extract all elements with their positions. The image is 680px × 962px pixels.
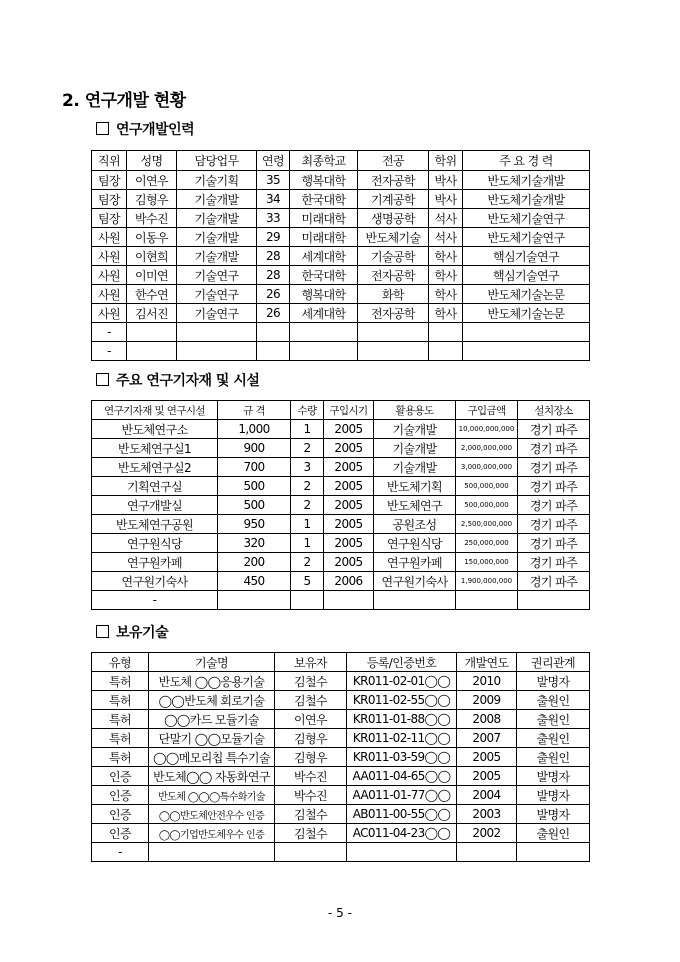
table-cell: 2009 [457,691,517,710]
table-cell: 세계대학 [290,247,358,266]
table-cell: 출원인 [517,691,590,710]
column-header: 권리관계 [517,653,590,672]
table-cell: 전자공학 [358,171,429,190]
table-cell: 기술연구 [177,304,257,323]
table-cell [358,342,429,361]
table-cell: 박사 [429,190,463,209]
table-cell: 이연우 [127,171,177,190]
table-cell: 2 [291,553,324,572]
table-cell: 전자공학 [358,304,429,323]
table-cell: 박수진 [275,767,347,786]
table-cell: 2005 [324,458,374,477]
table-cell: 1,000 [218,420,291,439]
table-cell: 연구원기숙사 [374,572,456,591]
table-row [92,805,590,824]
table-cell: AB011-00-55◯◯ [347,805,457,824]
table-cell: 기술개발 [374,420,456,439]
table-cell: 2005 [324,553,374,572]
table-row [92,672,590,691]
table-cell: ◯◯카드 모듈기술 [149,710,275,729]
table-row [92,553,590,572]
table-cell [463,323,590,342]
table-row [92,767,590,786]
table-cell: 연구개발실 [92,496,218,515]
table-cell: 인증 [92,786,149,805]
table-cell: 김형우 [127,190,177,209]
table-cell: 출원인 [517,729,590,748]
table-cell: 학사 [429,247,463,266]
table-cell: 미래대학 [290,209,358,228]
table-cell: 특허 [92,691,149,710]
column-header: 설치장소 [518,401,590,420]
checkbox-square-icon [96,122,109,135]
table-cell: 박수진 [275,786,347,805]
table-cell: 700 [218,458,291,477]
column-header: 주 요 경 력 [463,151,590,171]
table-cell: 2005 [457,767,517,786]
table-row [92,228,590,247]
technology-heading [96,622,168,642]
column-header: 직위 [92,151,127,171]
table-cell: 핵심기술연구 [463,247,590,266]
checkbox-square-icon [96,373,109,386]
table-cell [358,323,429,342]
table-cell: 김철수 [275,691,347,710]
table-cell: 320 [218,534,291,553]
table-cell: 사원 [92,304,127,323]
table-cell: 경기 파주 [518,515,590,534]
table-row [92,458,590,477]
column-header: 담당업무 [177,151,257,171]
table-cell: - [92,591,218,610]
table-cell [517,843,590,862]
table-cell: AA011-04-65◯◯ [347,767,457,786]
table-cell: 450 [218,572,291,591]
table-cell: KR011-02-55◯◯ [347,691,457,710]
table-cell: 김철수 [275,805,347,824]
table-cell: 행복대학 [290,171,358,190]
table-cell: 반도체연구소 [92,420,218,439]
table-cell: 35 [257,171,290,190]
table-row [92,209,590,228]
table-row [92,342,590,361]
table-cell: 반도체연구 [374,496,456,515]
table-cell: 박수진 [127,209,177,228]
table-cell: 학사 [429,266,463,285]
table-cell: 10,000,000,000 [456,420,518,439]
table-row [92,710,590,729]
table-cell [457,843,517,862]
table-cell [374,591,456,610]
table-cell: 2,000,000,000 [456,439,518,458]
table-row [92,824,590,843]
table-cell: 26 [257,304,290,323]
table-header-row [92,401,590,420]
table-cell: 연구원식당 [92,534,218,553]
table-cell: 기술기획 [177,171,257,190]
table-cell: 학사 [429,285,463,304]
table-cell: 출원인 [517,748,590,767]
table-cell: 기술연구 [177,266,257,285]
column-header: 보유자 [275,653,347,672]
table-cell: 2003 [457,805,517,824]
table-cell: 연구원카페 [92,553,218,572]
table-cell: KR011-02-11◯◯ [347,729,457,748]
table-cell: 2005 [324,477,374,496]
table-cell [324,591,374,610]
column-header: 기술명 [149,653,275,672]
table-cell: 이동우 [127,228,177,247]
table-cell: 기술개발 [374,439,456,458]
table-row [92,266,590,285]
table-cell: 950 [218,515,291,534]
table-cell: 반도체기술개발 [463,190,590,209]
table-cell: 김서진 [127,304,177,323]
table-cell: 발명자 [517,805,590,824]
table-cell: 기술개발 [374,458,456,477]
table-cell: 33 [257,209,290,228]
table-cell: 2005 [324,496,374,515]
table-row [92,591,590,610]
table-cell: 2004 [457,786,517,805]
table-cell: 2005 [324,515,374,534]
table-cell: 한국대학 [290,266,358,285]
table-row [92,247,590,266]
table-cell: 생명공학 [358,209,429,228]
table-cell: 기계공학 [358,190,429,209]
table-cell: 특허 [92,748,149,767]
table-cell: 500 [218,496,291,515]
table-cell [456,591,518,610]
page-number: - 5 - [328,906,352,920]
personnel-title: 연구개발인력 [116,122,195,138]
table-cell: 사원 [92,285,127,304]
table-cell [463,342,590,361]
column-header: 유형 [92,653,149,672]
column-header: 연령 [257,151,290,171]
table-cell: 28 [257,247,290,266]
table-cell: 2005 [324,534,374,553]
table-cell [177,342,257,361]
table-cell: 단말기 ◯◯모듈기술 [149,729,275,748]
table-cell: 인증 [92,767,149,786]
table-cell: - [92,323,127,342]
table-cell: 특허 [92,729,149,748]
table-row [92,323,590,342]
column-header: 개발연도 [457,653,517,672]
table-cell [127,323,177,342]
table-cell: 2007 [457,729,517,748]
table-cell: 연구원카페 [374,553,456,572]
table-cell: 150,000,000 [456,553,518,572]
table-cell: 2 [291,496,324,515]
table-cell: 2005 [324,420,374,439]
table-cell [218,591,291,610]
table-row [92,729,590,748]
table-row [92,515,590,534]
table-row [92,439,590,458]
equipment-heading [96,370,259,390]
table-cell: 세계대학 [290,304,358,323]
table-cell: 2002 [457,824,517,843]
table-cell: 경기 파주 [518,458,590,477]
table-cell: 특허 [92,672,149,691]
table-cell: 이미연 [127,266,177,285]
table-row [92,304,590,323]
table-cell: 발명자 [517,767,590,786]
table-cell: 반도체기획 [374,477,456,496]
table-cell: 반도체기술논문 [463,285,590,304]
table-cell [290,323,358,342]
table-cell: 3,000,000,000 [456,458,518,477]
table-cell [429,342,463,361]
table-cell: 기술개발 [177,190,257,209]
table-cell: 석사 [429,228,463,247]
table-cell [257,342,290,361]
table-cell: 미래대학 [290,228,358,247]
table-cell: 인증 [92,805,149,824]
table-cell: 반도체기술 [358,228,429,247]
column-header: 수량 [291,401,324,420]
table-cell: 2008 [457,710,517,729]
table-cell: 한국대학 [290,190,358,209]
table-cell: 기술연구 [177,285,257,304]
table-cell [347,843,457,862]
table-cell: 기술공학 [358,247,429,266]
table-cell: 김형우 [275,729,347,748]
table-cell: 반도체기술개발 [463,171,590,190]
table-cell: 28 [257,266,290,285]
table-row [92,285,590,304]
table-cell: 연구원기숙사 [92,572,218,591]
table-cell: 박사 [429,171,463,190]
table-cell: 김철수 [275,672,347,691]
table-cell: 전자공학 [358,266,429,285]
table-cell: 2 [291,439,324,458]
column-header: 학위 [429,151,463,171]
table-cell: 화학 [358,285,429,304]
table-cell: KR011-02-01◯◯ [347,672,457,691]
table-cell: 2005 [324,439,374,458]
table-cell: 500,000,000 [456,496,518,515]
table-cell: 기술개발 [177,247,257,266]
equipment-title: 주요 연구기자재 및 시설 [116,373,260,389]
table-cell: 경기 파주 [518,477,590,496]
column-header: 성명 [127,151,177,171]
table-row [92,786,590,805]
table-cell: 900 [218,439,291,458]
table-cell: 반도체◯◯ 자동화연구 [149,767,275,786]
table-cell [291,591,324,610]
table-cell: 기술개발 [177,209,257,228]
table-cell: 2006 [324,572,374,591]
table-cell [429,323,463,342]
table-cell: 반도체기술연구 [463,228,590,247]
table-cell [177,323,257,342]
column-header: 활용용도 [374,401,456,420]
table-cell: 출원인 [517,824,590,843]
column-header: 연구기자재 및 연구시설 [92,401,218,420]
table-cell: 경기 파주 [518,534,590,553]
table-cell: 반도체기술논문 [463,304,590,323]
table-row [92,691,590,710]
table-cell: AA011-01-77◯◯ [347,786,457,805]
table-cell [149,843,275,862]
table-cell: 기술개발 [177,228,257,247]
checkbox-square-icon [96,625,109,638]
table-cell: ◯◯기업반도체우수 인증 [149,824,275,843]
table-cell: 팀장 [92,190,127,209]
table-cell: 반도체연구실2 [92,458,218,477]
table-cell: 석사 [429,209,463,228]
table-cell: 사원 [92,228,127,247]
table-row [92,748,590,767]
table-cell: 반도체 ◯◯응용기술 [149,672,275,691]
technology-title: 보유기술 [116,625,169,641]
table-header-row [92,151,590,171]
table-cell: 김형우 [275,748,347,767]
table-row [92,171,590,190]
technology-table [91,652,590,862]
table-cell: - [92,843,149,862]
table-cell: KR011-03-59◯◯ [347,748,457,767]
column-header: 규 격 [218,401,291,420]
table-cell: 사원 [92,247,127,266]
table-cell: 공원조성 [374,515,456,534]
table-cell [127,342,177,361]
table-row [92,477,590,496]
table-cell: 반도체기술연구 [463,209,590,228]
table-cell: 사원 [92,266,127,285]
table-cell: 팀장 [92,171,127,190]
table-cell: 기획연구실 [92,477,218,496]
table-cell: ◯◯반도체 회로기술 [149,691,275,710]
table-cell: 2,500,000,000 [456,515,518,534]
table-cell: 핵심기술연구 [463,266,590,285]
equipment-table [91,400,590,610]
column-header: 구입금액 [456,401,518,420]
table-cell [257,323,290,342]
table-cell: 500,000,000 [456,477,518,496]
table-cell: 200 [218,553,291,572]
table-cell: 반도체연구실1 [92,439,218,458]
table-row [92,420,590,439]
table-cell: 반도체연구공원 [92,515,218,534]
table-row [92,534,590,553]
table-cell: 인증 [92,824,149,843]
table-cell: 발명자 [517,672,590,691]
table-cell: 34 [257,190,290,209]
table-cell: 2005 [457,748,517,767]
table-cell: 발명자 [517,786,590,805]
table-cell: 이현희 [127,247,177,266]
column-header: 구입시기 [324,401,374,420]
table-cell: 2 [291,477,324,496]
table-cell: ◯◯메모리칩 특수기술 [149,748,275,767]
table-cell [290,342,358,361]
table-header-row [92,653,590,672]
table-cell: 학사 [429,304,463,323]
table-cell: 5 [291,572,324,591]
table-cell: KR011-01-88◯◯ [347,710,457,729]
table-cell: 팀장 [92,209,127,228]
table-cell: 김철수 [275,824,347,843]
table-cell: 1 [291,515,324,534]
table-cell: 250,000,000 [456,534,518,553]
table-cell: 1,900,000,000 [456,572,518,591]
table-cell: 경기 파주 [518,439,590,458]
table-cell: AC011-04-23◯◯ [347,824,457,843]
table-row [92,190,590,209]
table-cell: 반도체 ◯◯◯특수화기술 [149,786,275,805]
table-row [92,496,590,515]
table-cell: 경기 파주 [518,572,590,591]
table-cell: - [92,342,127,361]
table-cell: 경기 파주 [518,553,590,572]
table-cell [275,843,347,862]
table-cell: 26 [257,285,290,304]
table-cell: 연구원식당 [374,534,456,553]
table-row [92,843,590,862]
personnel-table [91,150,590,361]
table-cell: 29 [257,228,290,247]
table-row [92,572,590,591]
table-cell: 한수연 [127,285,177,304]
table-cell: 500 [218,477,291,496]
table-cell: 경기 파주 [518,420,590,439]
table-cell: ◯◯반도체안전우수 인증 [149,805,275,824]
table-cell: 3 [291,458,324,477]
table-cell: 1 [291,534,324,553]
table-cell: 특허 [92,710,149,729]
table-cell: 2010 [457,672,517,691]
table-cell: 이연우 [275,710,347,729]
column-header: 등록/인증번호 [347,653,457,672]
column-header: 전공 [358,151,429,171]
personnel-heading [96,119,194,139]
table-cell: 1 [291,420,324,439]
table-cell: 경기 파주 [518,496,590,515]
table-cell: 출원인 [517,710,590,729]
section-title: 2. 연구개발 현황 [62,91,186,111]
column-header: 최종학교 [290,151,358,171]
table-cell: 행복대학 [290,285,358,304]
table-cell [518,591,590,610]
